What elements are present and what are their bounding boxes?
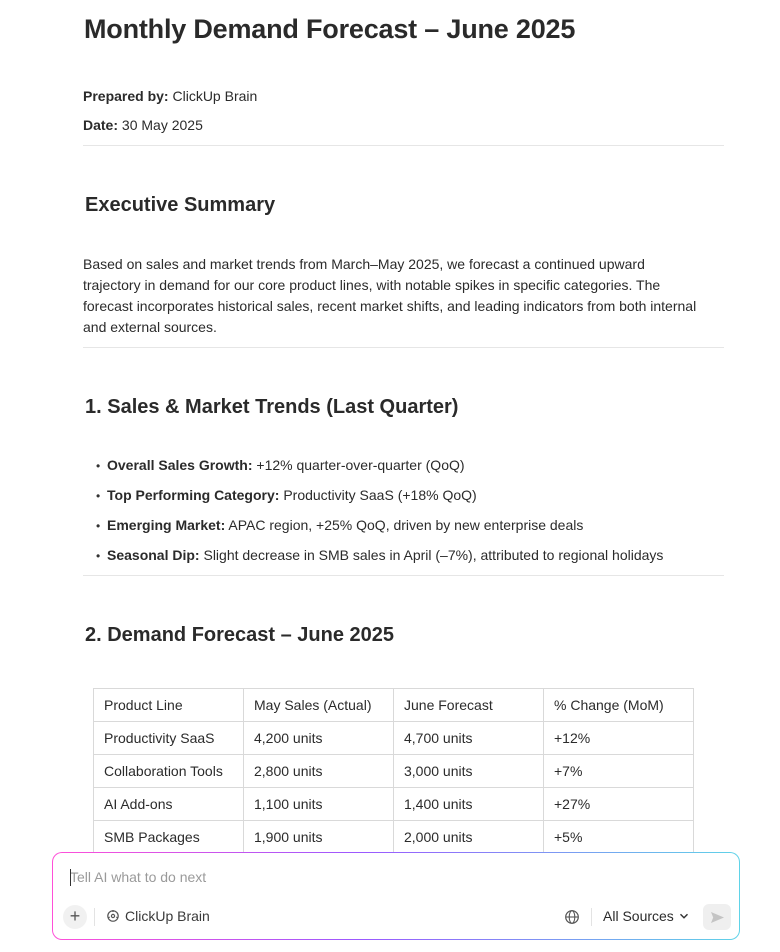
table-cell: AI Add-ons	[94, 788, 244, 821]
divider	[83, 145, 724, 146]
table-row	[94, 722, 694, 755]
page-title: Monthly Demand Forecast – June 2025	[84, 14, 576, 44]
table-cell: +5%	[544, 821, 694, 854]
table-header-row	[94, 689, 694, 722]
table-cell: +12%	[544, 722, 694, 755]
list-item: • Overall Sales Growth: +12% quarter-over-quarter (QoQ)	[96, 455, 663, 485]
divider	[83, 347, 724, 348]
send-button[interactable]	[703, 904, 731, 930]
table-header-cell: % Change (MoM)	[544, 689, 694, 722]
table-row	[94, 821, 694, 854]
bullet-icon: •	[96, 549, 101, 563]
list-item: • Seasonal Dip: Slight decrease in SMB sales in April (–7%), attributed to regional holidays	[96, 545, 663, 575]
prepared-by-label: Prepared by:	[83, 88, 169, 104]
table-row	[94, 755, 694, 788]
sources-label: All Sources	[603, 908, 674, 924]
table-cell: 1,100 units	[244, 788, 394, 821]
brain-label: ClickUp Brain	[125, 908, 210, 924]
globe-icon[interactable]	[564, 909, 580, 925]
ai-composer-inner	[53, 853, 739, 939]
table-cell: 3,000 units	[394, 755, 544, 788]
send-icon	[710, 911, 725, 924]
sources-dropdown[interactable]	[603, 908, 689, 924]
bullet-icon: •	[96, 459, 101, 473]
toolbar-separator	[591, 908, 592, 926]
section2-heading: 2. Demand Forecast – June 2025	[85, 624, 395, 646]
table-cell: +7%	[544, 755, 694, 788]
list-item: • Top Performing Category: Productivity SaaS (+18% QoQ)	[96, 485, 663, 515]
section1-heading: 1. Sales & Market Trends (Last Quarter)	[85, 396, 459, 418]
ai-composer	[52, 852, 740, 940]
table-cell: 1,400 units	[394, 788, 544, 821]
table-cell: 4,200 units	[244, 722, 394, 755]
prepared-by	[83, 88, 257, 104]
table-row	[94, 788, 694, 821]
brain-selector-button[interactable]	[106, 908, 210, 924]
table-header-cell: Product Line	[94, 689, 244, 722]
table-cell: Collaboration Tools	[94, 755, 244, 788]
divider	[83, 575, 724, 576]
exec-summary-heading: Executive Summary	[85, 194, 276, 216]
table-cell: 2,800 units	[244, 755, 394, 788]
date-label: Date:	[83, 117, 119, 133]
brain-icon	[106, 909, 120, 923]
toolbar-separator	[94, 908, 95, 926]
date-value: 30 May 2025	[121, 117, 203, 133]
chevron-down-icon	[679, 911, 689, 921]
trends-list	[96, 455, 663, 575]
add-attachment-button[interactable]	[63, 905, 87, 929]
table-cell: SMB Packages	[94, 821, 244, 854]
table-cell: Productivity SaaS	[94, 722, 244, 755]
table-cell: 2,000 units	[394, 821, 544, 854]
plus-icon: +	[69, 906, 81, 926]
ai-prompt-input[interactable]	[70, 867, 670, 887]
table-header-cell: May Sales (Actual)	[244, 689, 394, 722]
exec-summary-text: Based on sales and market trends from March–May 2025, we forecast a continued upward trajectory in demand for our core product lines, with notable spikes in specific categories. The forecast incorporates historical sales, recent market shifts, and leading indicators from both internal and external sources.	[83, 256, 697, 335]
forecast-table	[93, 688, 694, 854]
table-header-cell: June Forecast	[394, 689, 544, 722]
list-item: • Emerging Market: APAC region, +25% QoQ, driven by new enterprise deals	[96, 515, 663, 545]
bullet-icon: •	[96, 519, 101, 533]
table-cell: +27%	[544, 788, 694, 821]
bullet-icon: •	[96, 489, 101, 503]
table-cell: 1,900 units	[244, 821, 394, 854]
text-caret	[70, 869, 71, 886]
date-line	[83, 117, 203, 133]
prepared-by-value: ClickUp Brain	[172, 88, 258, 104]
table-cell: 4,700 units	[394, 722, 544, 755]
